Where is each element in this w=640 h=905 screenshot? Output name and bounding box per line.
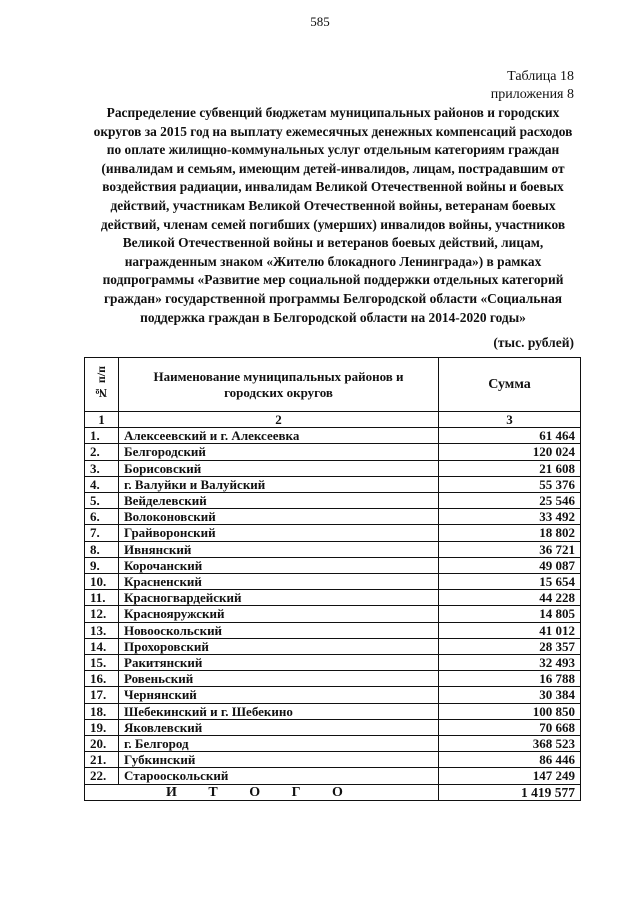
row-sum: 18 802 (439, 525, 581, 541)
table-row (85, 687, 581, 703)
table-row (85, 525, 581, 541)
column-number-1: 1 (85, 412, 119, 428)
table-reference (491, 68, 574, 104)
total-label: И Т О Г О (85, 784, 439, 800)
table-row (85, 509, 581, 525)
row-name: г. Валуйки и Валуйский (119, 476, 439, 492)
table-row (85, 493, 581, 509)
header-name: Наименование муниципальных районов и городских округов (119, 358, 439, 412)
row-sum: 32 493 (439, 655, 581, 671)
row-number: 10. (85, 574, 119, 590)
row-name: Краснояружский (119, 606, 439, 622)
row-name: Грайворонский (119, 525, 439, 541)
row-number: 12. (85, 606, 119, 622)
row-sum: 33 492 (439, 509, 581, 525)
table-row (85, 460, 581, 476)
row-number: 19. (85, 719, 119, 735)
row-sum: 49 087 (439, 557, 581, 573)
row-name: Вейделевский (119, 493, 439, 509)
row-sum: 100 850 (439, 703, 581, 719)
table-ref-line2: приложения 8 (490, 87, 574, 102)
row-sum: 15 654 (439, 574, 581, 590)
row-sum: 44 228 (439, 590, 581, 606)
row-sum: 25 546 (439, 493, 581, 509)
total-sum: 1 419 577 (439, 784, 581, 800)
row-name: Ракитянский (119, 655, 439, 671)
row-number: 7. (85, 525, 119, 541)
table-row (85, 703, 581, 719)
row-number: 20. (85, 736, 119, 752)
row-name: Волоконовский (119, 509, 439, 525)
document-heading: Распределение субвенций бюджетам муниципальных районов и городских округов за 2015 год на выплату ежемесячных денежных компенсаций расходов по оплате жилищно-коммунальных услуг отдельным категориям граждан (инвалидам и семьям, имеющим детей-инвалидов, лицам, пострадавшим от воздействия радиации, инвалидам Великой Отечественной войны и боевых действий, участникам Великой Отечественной войны, ветеранам боевых действий, членам семей погибших (умерших) инвалидов войны, участников Великой Отечественной войны и ветеранов боевых действий, лицам, награжденным знаком «Жителю блокадного Ленинграда») в рамках подпрограммы «Развитие мер социальной поддержки отдельных категорий граждан» государственной программы Белгородской области «Социальная поддержка граждан в Белгородской области на 2014-2020 годы» (93, 105, 573, 325)
row-sum: 21 608 (439, 460, 581, 476)
row-sum: 41 012 (439, 622, 581, 638)
table-row (85, 736, 581, 752)
row-number: 6. (85, 509, 119, 525)
row-number: 15. (85, 655, 119, 671)
row-sum: 14 805 (439, 606, 581, 622)
row-name: Красненский (119, 574, 439, 590)
table-row (85, 606, 581, 622)
units-label: (тыс. рублей) (493, 335, 574, 350)
table-row (85, 541, 581, 557)
row-number: 9. (85, 557, 119, 573)
total-row (85, 784, 581, 800)
table-row (85, 768, 581, 784)
row-name: Губкинский (119, 752, 439, 768)
row-name: Яковлевский (119, 719, 439, 735)
row-name: Шебекинский и г. Шебекино (119, 703, 439, 719)
row-number: 22. (85, 768, 119, 784)
row-number: 4. (85, 476, 119, 492)
table-row (85, 590, 581, 606)
table-header-row (85, 358, 581, 412)
row-name: Чернянский (119, 687, 439, 703)
row-sum: 28 357 (439, 638, 581, 654)
row-name: Белгородский (119, 444, 439, 460)
column-number-2: 2 (119, 412, 439, 428)
row-sum: 147 249 (439, 768, 581, 784)
table-row (85, 428, 581, 444)
row-name: Красногвардейский (119, 590, 439, 606)
row-number: 1. (85, 428, 119, 444)
row-name: Прохоровский (119, 638, 439, 654)
column-number-3: 3 (439, 412, 581, 428)
row-number: 18. (85, 703, 119, 719)
row-number: 14. (85, 638, 119, 654)
row-number: 2. (85, 444, 119, 460)
row-name: Корочанский (119, 557, 439, 573)
header-sum: Сумма (439, 358, 581, 412)
table-row (85, 638, 581, 654)
row-sum: 30 384 (439, 687, 581, 703)
row-number: 16. (85, 671, 119, 687)
table-row (85, 444, 581, 460)
row-number: 17. (85, 687, 119, 703)
row-number: 21. (85, 752, 119, 768)
row-sum: 70 668 (439, 719, 581, 735)
row-sum: 61 464 (439, 428, 581, 444)
row-sum: 55 376 (439, 476, 581, 492)
column-numbers-row (85, 412, 581, 428)
row-name: г. Белгород (119, 736, 439, 752)
table-row (85, 671, 581, 687)
table-ref-line1: Таблица 18 (507, 69, 574, 84)
table-row (85, 622, 581, 638)
row-name: Ивнянский (119, 541, 439, 557)
subsidy-table (84, 357, 581, 801)
row-number: 11. (85, 590, 119, 606)
row-sum: 120 024 (439, 444, 581, 460)
table-row (85, 557, 581, 573)
row-sum: 86 446 (439, 752, 581, 768)
header-number: № п/п (85, 358, 119, 412)
row-sum: 368 523 (439, 736, 581, 752)
table-row (85, 752, 581, 768)
table-row (85, 719, 581, 735)
table-row (85, 574, 581, 590)
row-number: 5. (85, 493, 119, 509)
table-row (85, 476, 581, 492)
row-sum: 36 721 (439, 541, 581, 557)
row-name: Алексеевский и г. Алексеевка (119, 428, 439, 444)
row-number: 8. (85, 541, 119, 557)
row-sum: 16 788 (439, 671, 581, 687)
row-number: 13. (85, 622, 119, 638)
table-body (85, 428, 581, 784)
row-name: Новооскольский (119, 622, 439, 638)
row-number: 3. (85, 460, 119, 476)
row-name: Старооскольский (119, 768, 439, 784)
page-number: 585 (310, 14, 330, 29)
row-name: Борисовский (119, 460, 439, 476)
row-name: Ровеньский (119, 671, 439, 687)
table-row (85, 655, 581, 671)
